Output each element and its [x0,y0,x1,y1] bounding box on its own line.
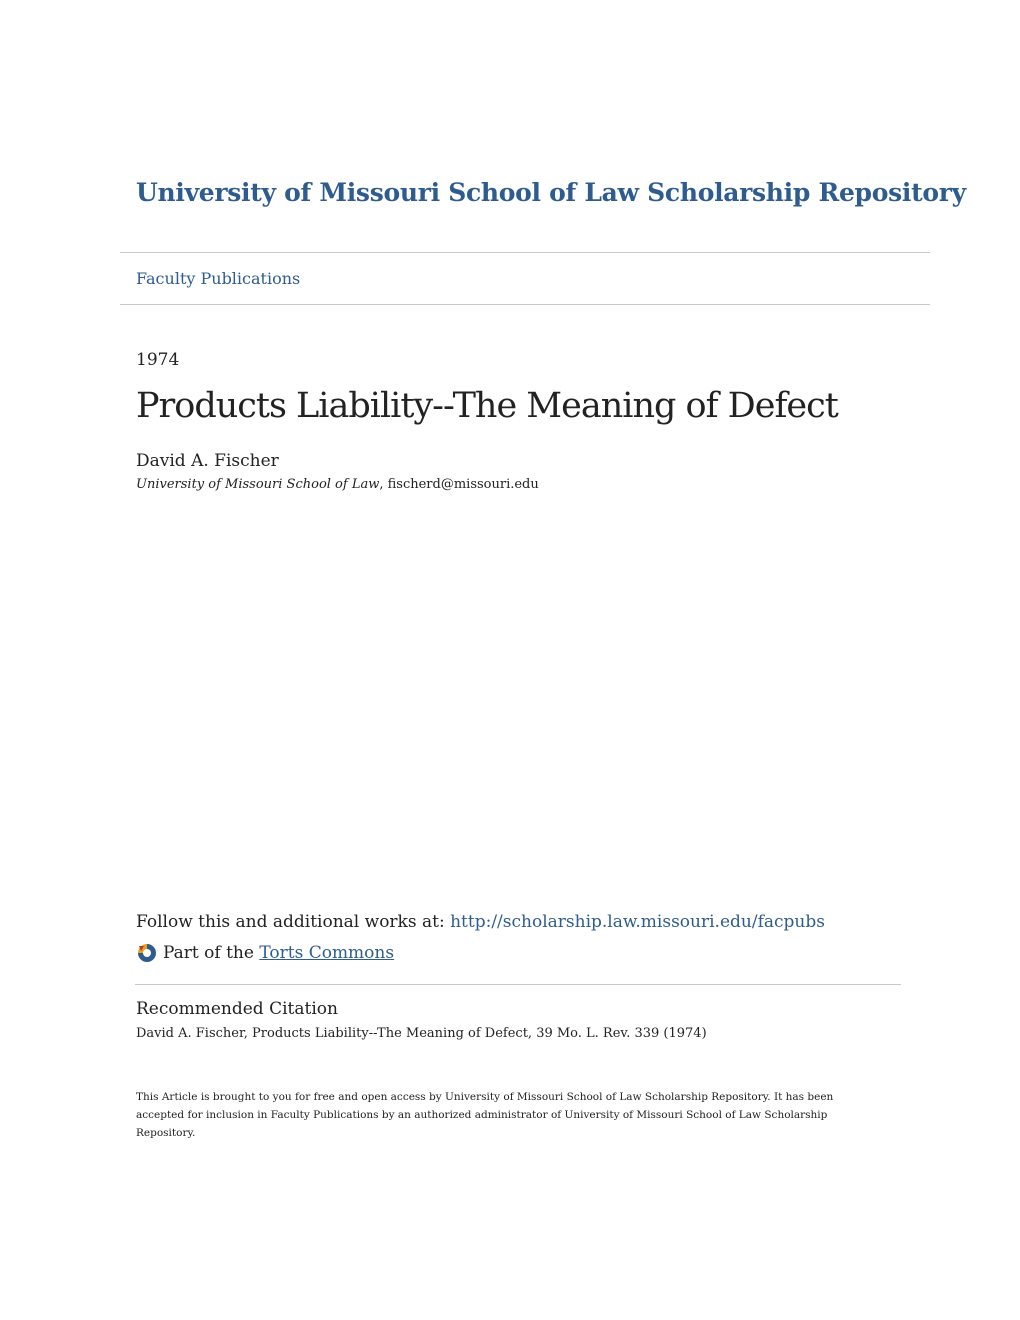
header-divider [120,252,930,253]
follow-line [136,912,825,932]
facpubs-link[interactable]: http://scholarship.law.missouri.edu/facpubs [450,912,825,932]
collection-divider [120,304,930,305]
author-affiliation [136,477,539,492]
torts-commons-link[interactable]: Torts Commons [259,943,395,963]
affiliation-separator: , [379,477,388,492]
publication-year: 1974 [136,350,180,370]
part-of-line [136,942,394,964]
part-of-label: Part of the [163,943,254,963]
affiliation-name: University of Missouri School of Law [136,477,380,492]
follow-label: Follow this and additional works at: [136,912,451,932]
network-commons-icon [136,942,158,964]
repository-title-link[interactable]: University of Missouri School of Law Scholarship Repository [136,178,966,207]
article-title: Products Liability--The Meaning of Defect [136,386,838,426]
access-notice: This Article is brought to you for free and open access by University of Missouri School of Law Scholarship Repository. It has been accepted for inclusion in Faculty Publications by an authorized administrator of University of Missouri School of Law Scholarship Repository. [136,1091,834,1139]
author-name: David A. Fischer [136,451,279,471]
author-email: fischerd@missouri.edu [387,477,539,492]
citation-divider [135,984,901,985]
citation-text: David A. Fischer, Products Liability--The Meaning of Defect, 39 Mo. L. Rev. 339 (1974) [136,1026,707,1041]
citation-heading: Recommended Citation [136,999,338,1019]
collection-link[interactable]: Faculty Publications [136,269,301,288]
